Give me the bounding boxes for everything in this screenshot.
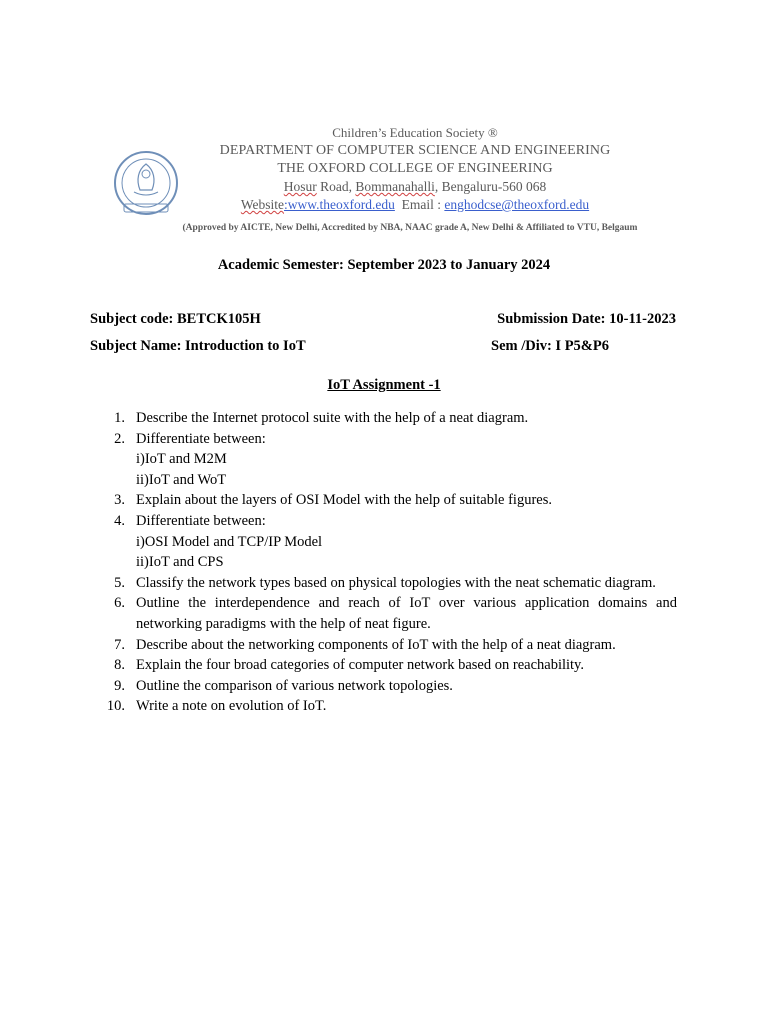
question-subitem: i)OSI Model and TCP/IP Model <box>136 533 323 550</box>
question-text-block <box>136 511 677 573</box>
college-name: THE OXFORD COLLEGE OF ENGINEERING <box>277 161 553 176</box>
question-item <box>100 408 677 429</box>
website-label: Website <box>240 197 285 212</box>
question-subitem: ii)IoT and CPS <box>136 554 224 571</box>
question-text-block <box>136 593 677 634</box>
email-label: Email : <box>401 197 445 212</box>
question-item <box>100 696 677 717</box>
department-name: DEPARTMENT OF COMPUTER SCIENCE AND ENGINEERING <box>219 143 611 158</box>
question-text: Differentiate between: <box>136 512 266 529</box>
question-text-block <box>136 429 677 491</box>
question-text-block <box>136 635 677 656</box>
question-text-block <box>136 490 677 511</box>
question-item <box>100 490 677 511</box>
question-item <box>100 511 677 573</box>
question-text-block <box>136 696 677 717</box>
question-number: 5. <box>114 574 125 591</box>
question-text-block <box>136 655 677 676</box>
contact-line <box>180 197 650 213</box>
question-text: Explain about the layers of OSI Model with the help of suitable figures. <box>136 492 552 509</box>
question-text-block <box>136 408 677 429</box>
question-number: 8. <box>114 657 125 674</box>
college-address <box>180 179 650 195</box>
email-link[interactable]: enghodcse@theoxford.edu <box>444 197 590 212</box>
address-part: Bommanahalli <box>355 179 435 194</box>
question-item <box>100 573 677 594</box>
question-number: 3. <box>114 492 125 509</box>
question-text: Describe the Internet protocol suite with the help of a neat diagram. <box>136 410 529 426</box>
question-text: Describe about the networking components of IoT with the help of a neat diagram. <box>136 636 616 653</box>
question-text: Write a note on evolution of IoT. <box>136 698 327 715</box>
question-text: Differentiate between: <box>136 430 266 447</box>
question-number: 4. <box>114 512 125 529</box>
question-number: 10. <box>106 698 125 715</box>
question-text: Classify the network types based on physical topologies with the neat schematic diagram. <box>136 574 656 591</box>
question-list <box>100 408 677 717</box>
college-emblem-icon <box>112 150 180 220</box>
approval-line: (Approved by AICTE, New Delhi, Accredited by NBA, NAAC grade A, New Delhi & Affiliated to VTU, Belgaum <box>182 223 638 233</box>
assignment-title-text: IoT Assignment -1 <box>327 377 441 393</box>
assignment-title <box>0 377 768 394</box>
submission-date: Submission Date: 10-11-2023 <box>497 311 676 327</box>
question-item <box>100 429 677 491</box>
question-item <box>100 593 677 634</box>
question-number: 2. <box>114 430 125 447</box>
question-number: 9. <box>114 677 125 694</box>
question-item <box>100 676 677 697</box>
question-item <box>100 635 677 656</box>
question-text-block <box>136 676 677 697</box>
question-text: Explain the four broad categories of computer network based on reachability. <box>136 657 584 674</box>
question-text: Outline the interdependence and reach of IoT over various application domains and networking paradigms with the help of neat figure. <box>136 595 677 632</box>
subject-code: Subject code: BETCK105H <box>90 311 261 327</box>
question-text: Outline the comparison of various network topologies. <box>136 677 453 694</box>
question-subitem: ii)IoT and WoT <box>136 471 227 488</box>
society-name: Children’s Education Society ® <box>332 125 498 140</box>
question-number: 7. <box>114 636 125 653</box>
question-subitem: i)IoT and M2M <box>136 451 227 468</box>
question-item <box>100 655 677 676</box>
address-part: , Bengaluru-560 068 <box>434 179 547 194</box>
question-number: 1. <box>114 410 125 426</box>
address-part: Hosur <box>283 179 317 194</box>
question-number: 6. <box>114 595 125 612</box>
subject-name: Subject Name: Introduction to IoT <box>90 338 306 354</box>
question-text-block <box>136 573 677 594</box>
sem-div: Sem /Div: I P5&P6 <box>491 338 609 354</box>
academic-semester: Academic Semester: September 2023 to January 2024 <box>217 257 551 273</box>
website-link[interactable]: :www.theoxford.edu <box>284 197 395 212</box>
address-part: Road, <box>316 179 356 194</box>
